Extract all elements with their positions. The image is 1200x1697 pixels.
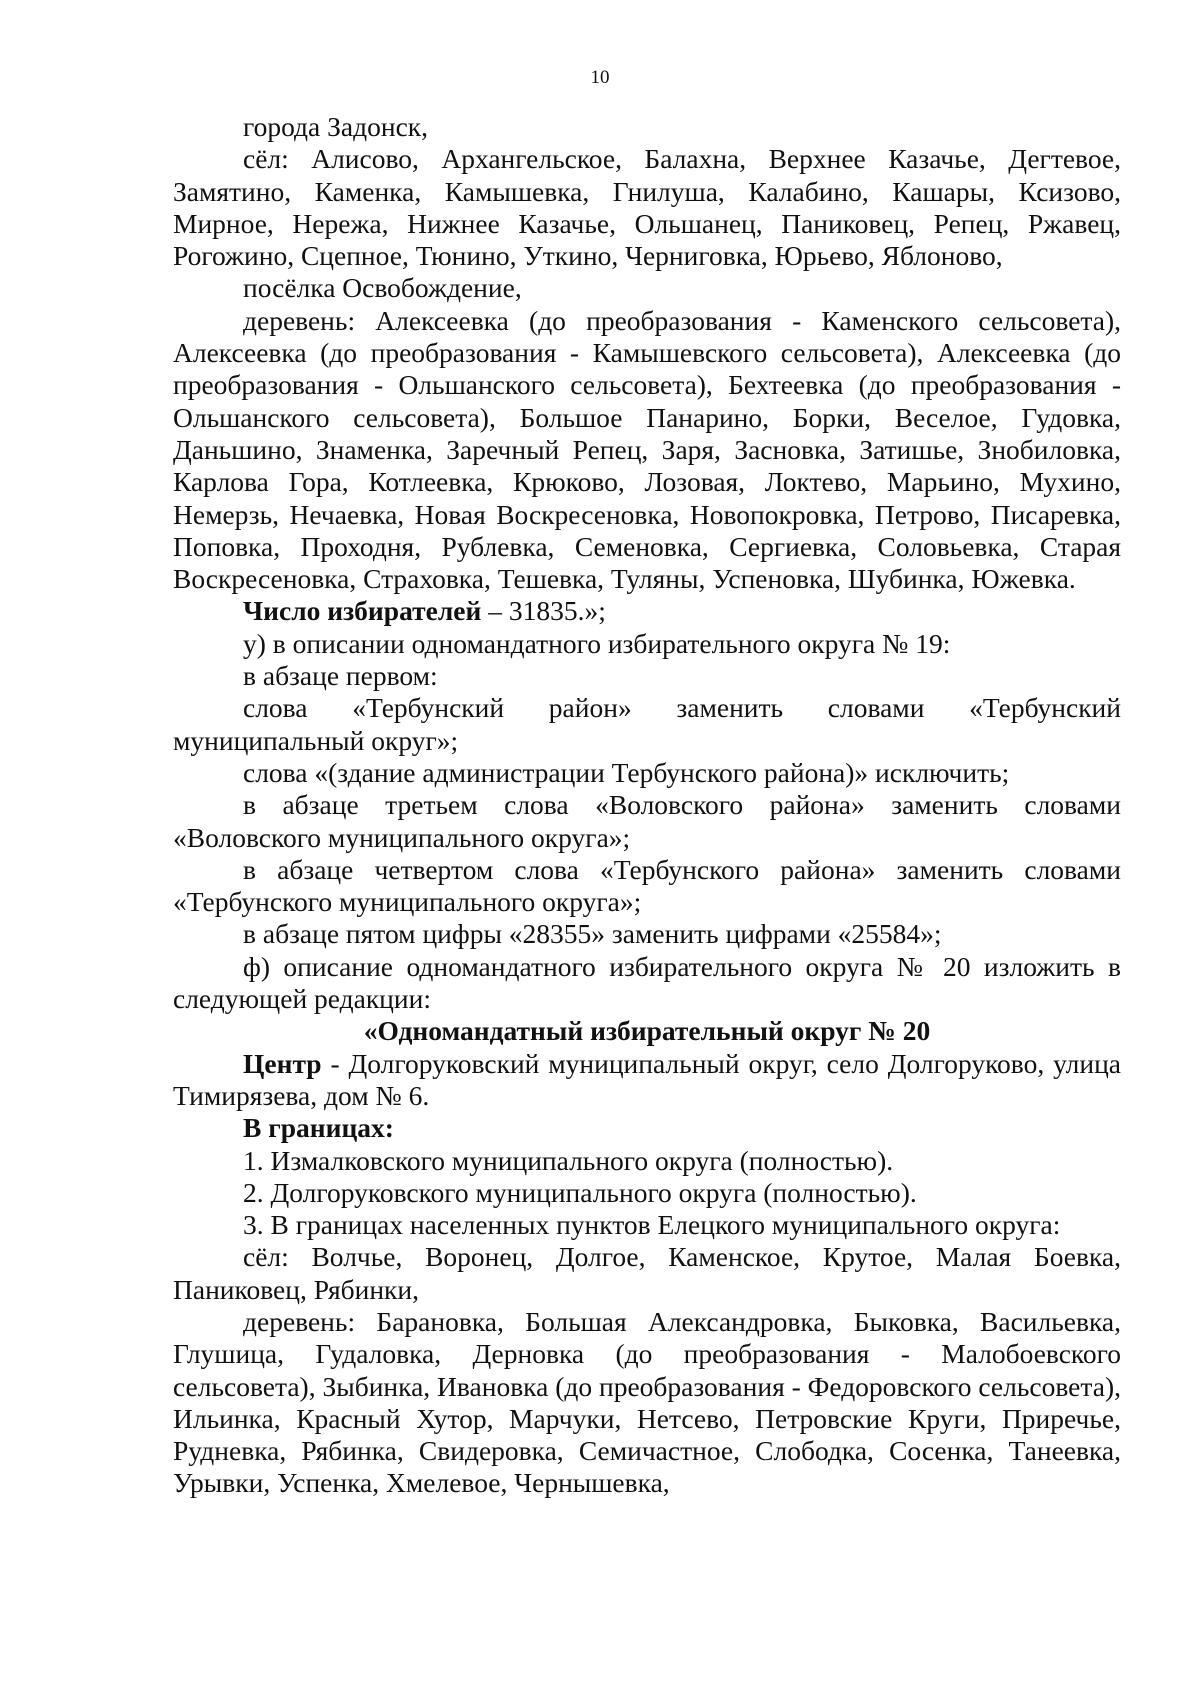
center-label: Центр [243,1047,322,1079]
paragraph-fourth-clause: в абзаце четвертом слова «Тербунского района» заменить словами «Тербунского муниципального округа»; [173,853,1121,918]
paragraph-center [173,1048,1121,1113]
paragraph-voter-count [173,595,1121,627]
paragraph-third-clause: в абзаце третьем слова «Воловского района» заменить словами «Воловского муниципального округа»; [173,789,1121,853]
paragraph-villages-list: сёл: Алисово, Архангельское, Балахна, Верхнее Казачье, Дегтевое, Замятино, Каменка, Камышевка, Гнилуша, Калабино, Кашары, Ксизово, Мирное, Нережа, Нижнее Казачье, Ольшанец, Паниковец, Репец, Ржавец, Рогожино, Сцепное, Тюнино, Уткино, Черниговка, Юрьево, Яблоново, [173,143,1121,272]
paragraph-hamlets-list: деревень: Алексеевка (до преобразования - Каменского сельсовета), Алексеевка (до преобразования - Камышевского сельсовета), Алексеевка (до преобразования - Ольшанского сельсовета), Бехтеевка (до преобразования - Ольшанского сельсовета), Большое Панарино, Борки, Веселое, Гудовка, Даньшино, Знаменка, Заречный Репец, Заря, Засновка, Затишье, Знобиловка, Карлова Гора, Котлеевка, Крюково, Лозовая, Локтево, Марьино, Мухино, Немерзь, Нечаевка, Новая Воскресеновка, Новопокровка, Петрово, Писаревка, Поповка, Проходня, Рублевка, Семеновка, Сергиевка, Соловьевка, Старая Воскресеновка, Страховка, Тешевка, Туляны, Успеновка, Шубинка, Южевка. [173,304,1121,595]
paragraph-amendment-u: у) в описании одномандатного избирательного округа № 19: [243,627,951,659]
paragraph-fifth-clause: в абзаце пятом цифры «28355» заменить цифрами «25584»; [243,918,942,950]
paragraph-first-clause: в абзаце первом: [243,660,438,692]
paragraph-settlement: посёлка Освобождение, [243,272,522,304]
paragraph-boundary-1: 1. Измалковского муниципального округа (полностью). [243,1144,894,1176]
document-body [173,111,1121,1500]
paragraph-boundary-3: 3. В границах населенных пунктов Елецкого муниципального округа: [243,1209,1061,1241]
paragraph-amendment-f: ф) описание одномандатного избирательного округа № 20 изложить в следующей редакции: [173,950,1121,1015]
paragraph-exclude-building: слова «(здание администрации Тербунского района)» исключить; [243,756,1010,788]
paragraph-city: города Задонск, [243,111,429,142]
page-number: 10 [590,67,610,88]
paragraph-boundaries-title: В границах: [243,1112,394,1144]
paragraph-hamlets-elets: деревень: Барановка, Большая Александровка, Быковка, Васильевка, Глушица, Гудаловка, Дерновка (до преобразования - Малобоевского сельсовета), Зыбинка, Ивановка (до преобразования - Федоровского сельсовета), Ильинка, Красный Хутор, Марчуки, Нетсево, Петровские Круги, Приречье, Рудневка, Рябинка, Свидеровка, Семичастное, Слободка, Сосенка, Танеевка, Урывки, Успенка, Хмелевое, Чернышевка, [173,1305,1121,1499]
center-value: - Долгоруковский муниципальный округ, село Долгоруково, улица Тимирязева, дом № 6. [173,1047,1121,1111]
voter-count-label: Число избирателей [243,595,482,627]
paragraph-replace-district: слова «Тербунский район» заменить словами «Тербунский муниципальный округ»; [173,692,1121,756]
paragraph-boundary-2: 2. Долгоруковского муниципального округа (полностью). [243,1176,917,1208]
paragraph-villages-elets: сёл: Волчье, Воронец, Долгое, Каменское, Крутое, Малая Боевка, Паниковец, Рябинки, [173,1241,1121,1305]
district-heading: «Одномандатный избирательный округ № 20 [363,1015,931,1047]
voter-count-value: – 31835.»; [481,595,606,627]
